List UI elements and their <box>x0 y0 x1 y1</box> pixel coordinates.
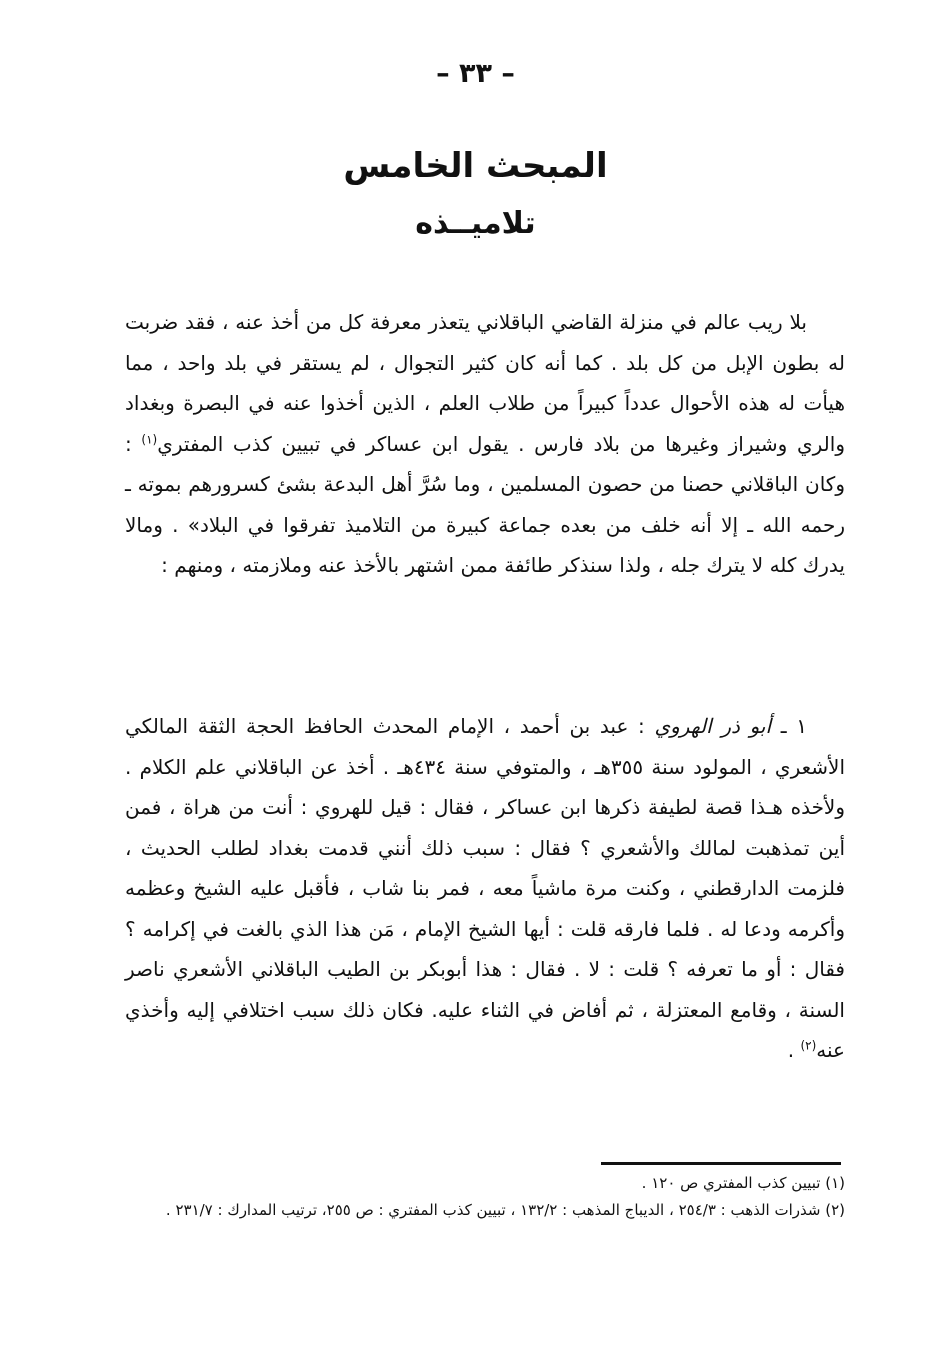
student-name: أبو ذر الهروي <box>654 714 772 738</box>
footnotes <box>120 1170 845 1224</box>
intro-paragraph <box>125 302 845 586</box>
footnote-divider <box>601 1162 841 1165</box>
entry-number: ١ ـ <box>771 714 808 738</box>
footnote-reference-1: (١) <box>141 431 158 446</box>
entry-text: : عبد بن أحمد ، الإمام المحدث الحافظ الحجة الثقة المالكي الأشعري ، المولود سنة ٣٥٥هـ ، والمتوفي سنة ٤٣٤هـ . أخذ عن الباقلاني علم الكلام . ولأخذه هـذا قصة لطيفة ذكرها ابن عساكر ، فقال : قيل للهروي : أنت من هراة ، فمن أين تمذهبت لمالك والأشعري ؟ فقال : سبب ذلك أنني قدمت بغداد لطلب الحديث ، فلزمت الدارقطني ، وكنت مرة ماشياً معه ، فمر بنا شاب ، فأقبل عليه الشيخ وعظمه وأكرمه ودعا له . فلما فارقه قلت : أيها الشيخ الإمام ، مَن هذا الذي بالغت في إكرامه ؟ فقال : أو ما تعرفه ؟ قلت : لا . فقال : هذا أبوبكر بن الطيب الباقلاني الأشعري ناصر السنة ، وقامع المعتزلة ، ثم أفاض في الثناء عليه. فكان ذلك سبب اختلافي إليه وأخذي عنه <box>125 714 845 1062</box>
footnote-1: (١) تبيين كذب المفتري ص ١٢٠ . <box>641 1174 845 1192</box>
intro-text-part-2: : وكان الباقلاني حصنا من حصون المسلمين ، وما سُرَّ أهل البدعة بشئ كسرورهم بموته ـ رحمه الله ـ إلا أنه خلف من بعده جماعة كبيرة من التلاميذ تفرقوا في البلاد» . ومالا يدرك كله لا يترك جله ، ولذا سنذكر طائفة ممن اشتهر بالأخذ عنه وملازمته ، ومنهم : <box>125 431 845 577</box>
chapter-title: المبحث الخامس <box>343 146 608 186</box>
chapter-subtitle: تلاميــذه <box>415 206 536 241</box>
intro-text-part-1: بلا ريب عالم في منزلة القاضي الباقلاني يتعذر معرفة كل من أخذ عنه ، فقد ضربت له بطون الإبل من كل بلد . كما أنه كان كثير التجوال ، لم يستقر في بلد واحد ، مما هيأت له هذه الأحوال عدداً كبيراً من طلاب العلم ، الذين أخذوا عنه في البصرة وبغداد والري وشيراز وغيرها من بلاد فارس . يقول ابن عساكر في تبيين كذب المفتري <box>125 310 845 456</box>
student-entry-abu-dharr <box>125 706 845 1071</box>
page-number: – ٣٣ – <box>436 58 515 89</box>
footnote-2: (٢) شذرات الذهب : ٢٥٤/٣ ، الديباج المذهب : ١٣٢/٢ ، تبيين كذب المفتري : ص ٢٥٥، ترتيب المدارك : ٢٣١/٧ . <box>165 1201 845 1219</box>
footnote-reference-2: (٢) <box>800 1038 817 1053</box>
entry-end: . <box>787 1038 801 1062</box>
